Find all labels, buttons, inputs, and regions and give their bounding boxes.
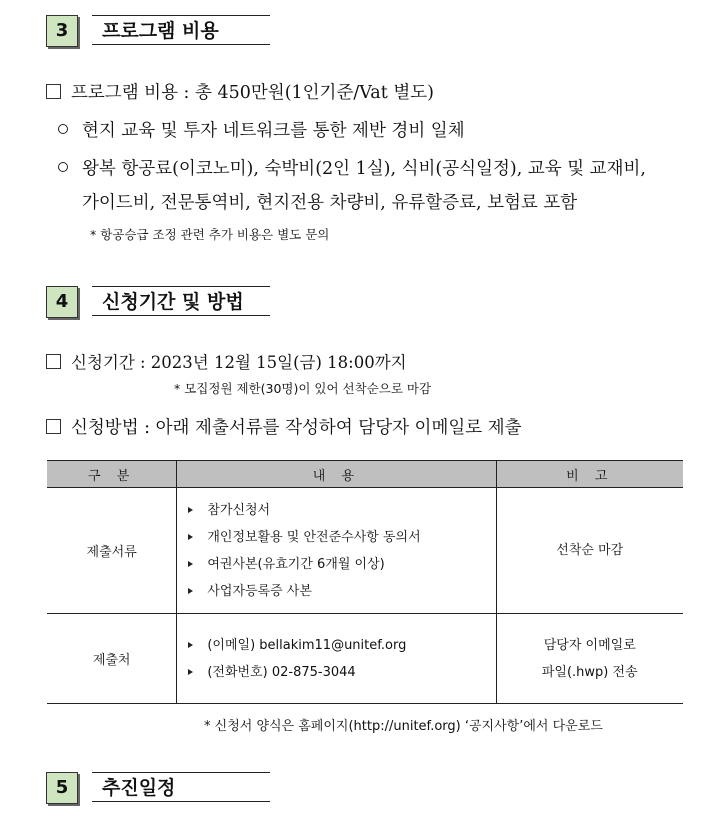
item-text: 사업자등록증 사본	[207, 583, 312, 599]
triangle-bullet-icon	[188, 534, 193, 540]
list-item	[188, 551, 494, 578]
category-cell: 제출처	[47, 614, 177, 704]
table-header-row	[47, 461, 683, 488]
method-text: 신청방법 : 아래 제출서류를 작성하여 담당자 이메일로 제출	[71, 418, 522, 438]
section-number: 3	[46, 15, 78, 47]
bullet-item	[58, 117, 465, 142]
submission-table	[47, 460, 683, 704]
cost-line	[46, 79, 434, 104]
period-line	[46, 349, 407, 373]
bullet-text: 왕복 항공료(이코노미), 숙박비(2인 1실), 식비(공식일정), 교육 및 교재비,	[82, 159, 646, 179]
section-number: 4	[46, 286, 78, 318]
remark-line: 파일(.hwp) 전송	[541, 664, 638, 680]
list-item	[188, 524, 494, 551]
category-cell: 제출서류	[47, 488, 177, 614]
section-title: 신청기간 및 방법	[92, 286, 270, 316]
item-text: 개인정보활용 및 안전준수사항 동의서	[207, 529, 421, 545]
table-row	[47, 488, 683, 614]
content-cell	[177, 488, 496, 614]
item-text: 여권사본(유효기간 6개월 이상)	[207, 556, 385, 572]
list-item	[188, 659, 494, 686]
triangle-bullet-icon	[188, 561, 193, 567]
note: * 항공승급 조정 관련 추가 비용은 별도 문의	[90, 227, 330, 242]
section-number: 5	[46, 772, 78, 804]
cost-text: 프로그램 비용 : 총 450만원(1인기준/Vat 별도)	[71, 83, 434, 103]
square-bullet-icon	[46, 419, 61, 434]
item-text: (전화번호) 02-875-3044	[207, 664, 356, 680]
bullet-text: 현지 교육 및 투자 네트워크를 통한 제반 경비 일체	[82, 121, 465, 141]
section-title: 추진일정	[92, 772, 270, 802]
circle-bullet-icon	[58, 162, 68, 172]
table-note: * 신청서 양식은 홈페이지(http://unitef.org) ‘공지사항’에서 다운로드	[204, 719, 603, 734]
remark-cell: 선착순 마감	[496, 488, 683, 614]
circle-bullet-icon	[58, 124, 68, 134]
list-item	[188, 497, 494, 524]
method-line	[46, 414, 522, 439]
triangle-bullet-icon	[188, 507, 193, 513]
list-item	[188, 578, 494, 605]
item-text: 참가신청서	[207, 502, 271, 518]
square-bullet-icon	[46, 354, 61, 369]
square-bullet-icon	[46, 84, 61, 99]
table-header: 구 분	[47, 461, 177, 488]
triangle-bullet-icon	[188, 669, 193, 675]
note: * 모집정원 제한(30명)이 있어 선착순으로 마감	[174, 381, 432, 396]
period-text: 신청기간 : 2023년 12월 15일(금) 18:00까지	[71, 353, 407, 372]
list-item	[188, 632, 494, 659]
table-header: 비 고	[496, 461, 683, 488]
item-text: (이메일) bellakim11@unitef.org	[207, 637, 407, 653]
triangle-bullet-icon	[188, 642, 193, 648]
remark-line: 담당자 이메일로	[543, 637, 636, 653]
table-header: 내 용	[177, 461, 496, 488]
section-title: 프로그램 비용	[92, 15, 270, 45]
table-row	[47, 614, 683, 704]
triangle-bullet-icon	[188, 588, 193, 594]
bullet-item	[58, 155, 646, 180]
bullet-continuation: 가이드비, 전문통역비, 현지전용 차량비, 유류할증료, 보험료 포함	[82, 193, 578, 213]
remark-cell	[496, 614, 683, 704]
content-cell	[177, 614, 496, 704]
